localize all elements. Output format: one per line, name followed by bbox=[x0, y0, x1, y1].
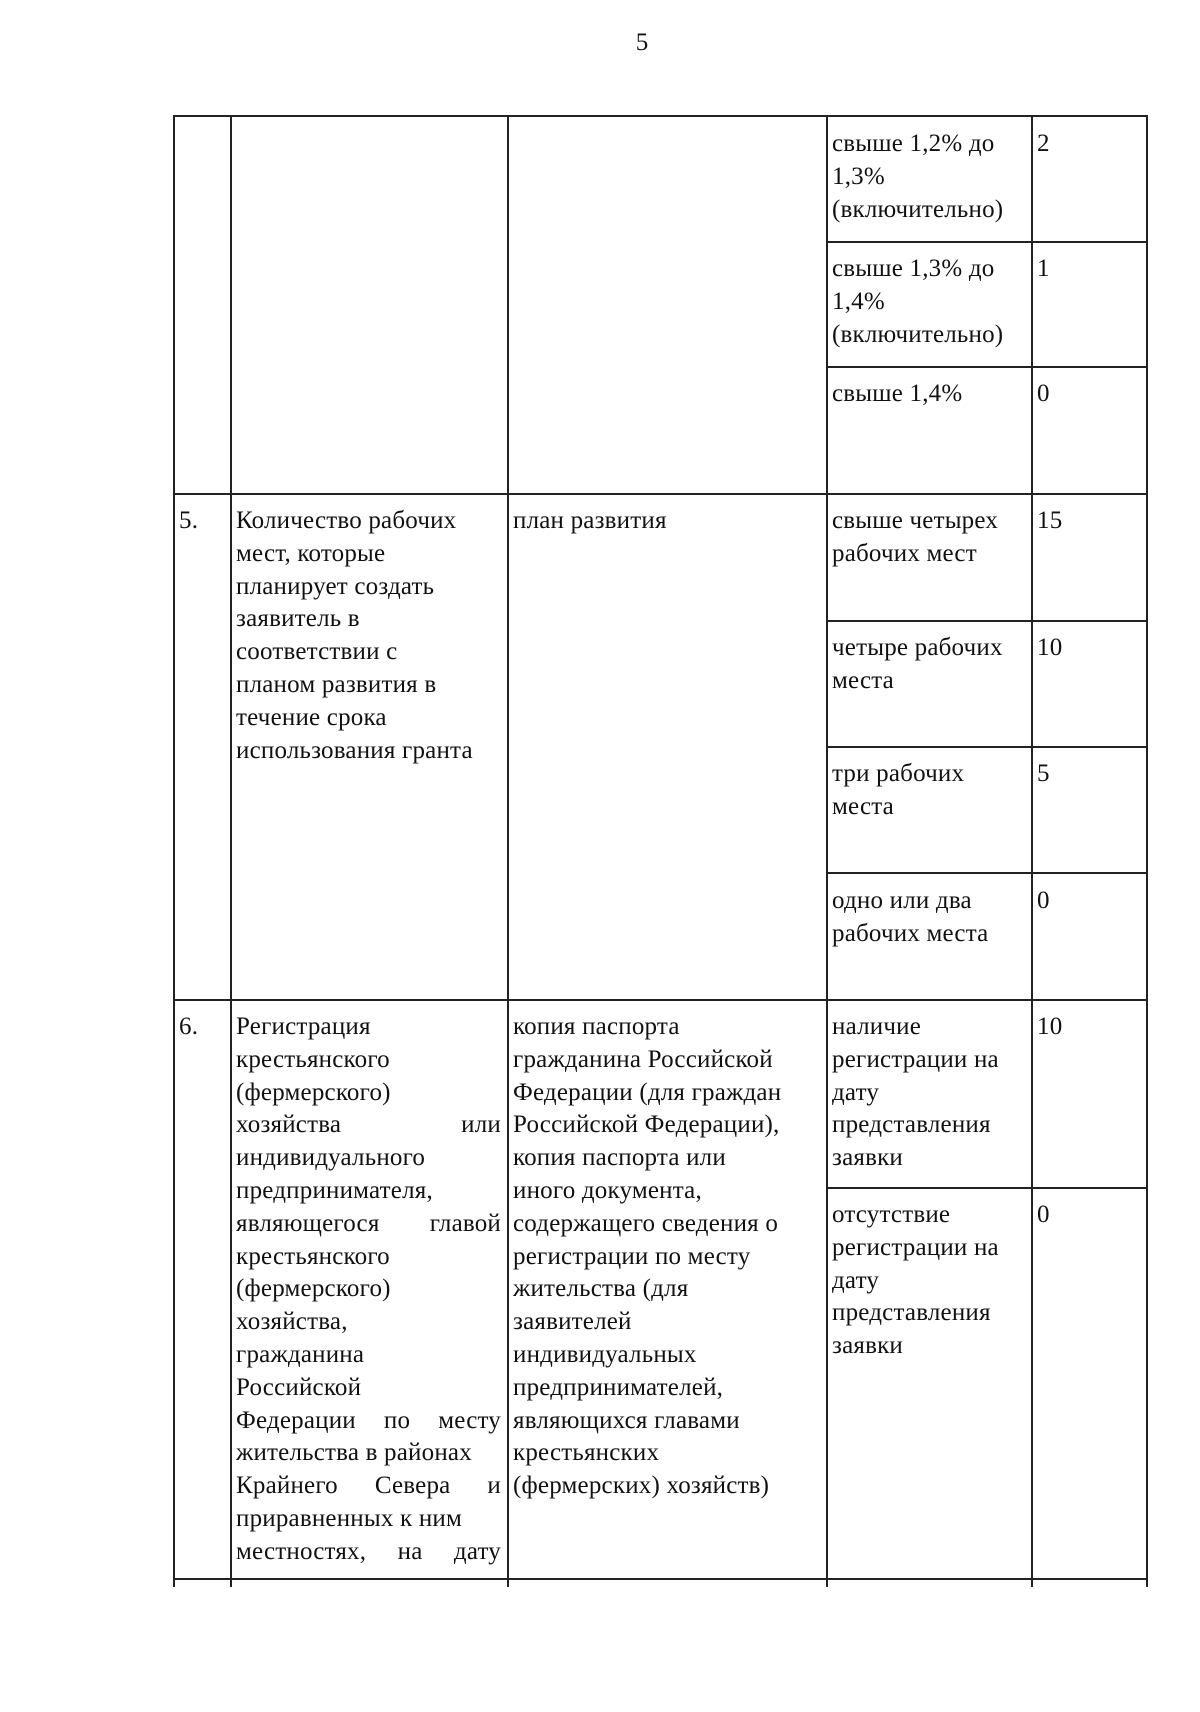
table-border-left bbox=[173, 115, 175, 1587]
criterion-line bbox=[236, 1470, 501, 1503]
grade-points: 10 bbox=[1037, 634, 1063, 661]
grade-condition: свыше 1,2% до 1,3% (включительно) bbox=[832, 130, 1004, 223]
table-border-bottom bbox=[173, 1578, 1148, 1580]
criterion-word: Крайнего bbox=[236, 1472, 338, 1500]
criterion-line: (фермерского) bbox=[236, 1275, 391, 1303]
criterion-line: Регистрация bbox=[236, 1013, 371, 1040]
grade-condition: одно или два рабочих места bbox=[832, 887, 989, 947]
grade-points: 1 bbox=[1037, 255, 1050, 282]
criterion-line: жительства в районах bbox=[236, 1439, 472, 1467]
grade-divider bbox=[826, 1187, 1148, 1189]
grade-points: 0 bbox=[1037, 1201, 1050, 1228]
column-divider-1 bbox=[230, 115, 232, 1587]
grade-divider bbox=[826, 620, 1148, 622]
column-divider-2 bbox=[507, 115, 509, 1587]
criterion-text: Количество рабочих мест, которые планирует создать заявитель в соответствии с планом развития в течение срока использования гранта bbox=[236, 507, 473, 764]
grade-condition: свыше четырех рабочих мест bbox=[832, 507, 999, 567]
grade-condition: три рабочих места bbox=[832, 760, 965, 820]
criterion-word: месту bbox=[438, 1406, 501, 1434]
criterion-line: предпринимателя, bbox=[236, 1176, 433, 1204]
criterion-line bbox=[236, 1405, 501, 1438]
criterion-word: хозяйства bbox=[236, 1111, 342, 1139]
grade-condition: свыше 1,4% bbox=[832, 380, 963, 407]
grade-condition: отсутствие регистрации на дату представления заявки bbox=[832, 1201, 999, 1360]
criterion-word: местностях, bbox=[236, 1537, 367, 1565]
criterion-word: Севера bbox=[374, 1472, 451, 1500]
criterion-word: являющегося bbox=[236, 1209, 380, 1237]
criterion-line: Российской bbox=[236, 1373, 362, 1401]
row-number: 5. bbox=[179, 507, 199, 534]
grade-condition: четыре рабочих места bbox=[832, 634, 1003, 694]
criterion-word: дату bbox=[453, 1537, 501, 1565]
criterion-word: на bbox=[397, 1537, 423, 1565]
criterion-word: Федерации bbox=[236, 1406, 356, 1434]
criterion-line bbox=[236, 1208, 501, 1241]
criterion-line: гражданина bbox=[236, 1340, 365, 1368]
table-border-right bbox=[1146, 115, 1148, 1587]
criterion-line bbox=[236, 1536, 501, 1569]
criterion-line: приравненных к ним bbox=[236, 1504, 463, 1532]
criterion-line: крестьянского bbox=[236, 1242, 390, 1270]
table-border-top bbox=[173, 115, 1148, 117]
grade-condition: свыше 1,3% до 1,4% (включительно) bbox=[832, 255, 1004, 348]
row-divider-6 bbox=[173, 999, 1148, 1001]
grade-divider bbox=[826, 366, 1148, 368]
page-number: 5 bbox=[635, 29, 649, 56]
grade-points: 2 bbox=[1037, 130, 1050, 157]
criterion-word: или bbox=[461, 1111, 501, 1139]
grade-divider bbox=[826, 241, 1148, 243]
row-number: 6. bbox=[179, 1013, 199, 1040]
criterion-word: по bbox=[383, 1406, 411, 1434]
column-divider-4 bbox=[1031, 115, 1033, 1587]
criterion-line: хозяйства, bbox=[236, 1308, 348, 1336]
grade-points: 15 bbox=[1037, 507, 1063, 534]
grade-divider bbox=[826, 872, 1148, 874]
criterion-line bbox=[236, 1109, 501, 1142]
document-text: копия паспорта гражданина Российской Федерации (для граждан Российской Федерации), копия паспорта или иного документа, содержащего сведения о регистрации по месту жительства (для заявителей индивидуальных предпринимателей, являющихся главами крестьянских (фермерских) хозяйств) bbox=[513, 1013, 782, 1500]
criterion-line: (фермерского) bbox=[236, 1078, 391, 1106]
criterion-word: главой bbox=[429, 1209, 501, 1237]
row-divider-5 bbox=[173, 493, 1148, 495]
column-divider-3 bbox=[826, 115, 828, 1587]
criterion-line: индивидуального bbox=[236, 1144, 426, 1172]
criterion-text bbox=[236, 1011, 501, 1569]
grade-points: 0 bbox=[1037, 380, 1050, 407]
grade-points: 5 bbox=[1037, 760, 1050, 787]
grade-points: 10 bbox=[1037, 1013, 1063, 1040]
criterion-line: крестьянского bbox=[236, 1045, 390, 1073]
document-text: план развития bbox=[513, 507, 667, 534]
criterion-word: и bbox=[487, 1472, 501, 1500]
grade-condition: наличие регистрации на дату представления заявки bbox=[832, 1013, 999, 1172]
grade-divider bbox=[826, 746, 1148, 748]
grade-points: 0 bbox=[1037, 887, 1050, 914]
